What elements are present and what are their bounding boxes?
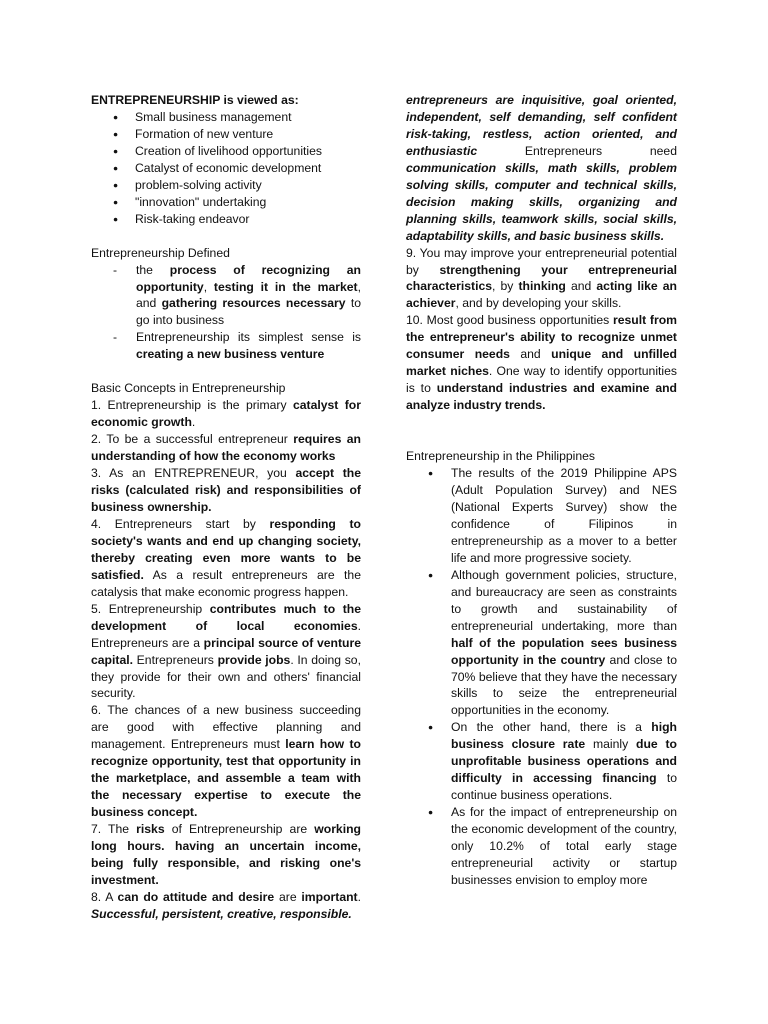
list-item: [91, 329, 361, 363]
text-run: , by: [492, 279, 519, 294]
text-run: are: [274, 889, 302, 904]
list-item: [406, 465, 677, 567]
concept-continuation: [406, 92, 677, 245]
text-run: 1. Entrepreneurship is the primary: [91, 398, 293, 413]
text-run: .: [191, 415, 196, 430]
text-run: high business closure rate: [451, 720, 677, 752]
text-run: 7. The: [91, 822, 137, 837]
viewed-as-heading: ENTREPRENEURSHIP is viewed as:: [91, 93, 299, 107]
text-run: 2. To be a successful entrepreneur: [91, 432, 294, 447]
text-run: 3. As an ENTREPRENEUR, you: [91, 466, 296, 481]
text-run: 4. Entrepreneurs start by: [91, 516, 270, 531]
text-run: due to unprofitable business operations and difficulty in accessing financing: [451, 737, 677, 786]
text-run: the: [136, 262, 170, 277]
text-run: provide jobs: [217, 652, 291, 667]
concepts-heading: Basic Concepts in Entrepreneurship: [91, 381, 286, 396]
text-run: mainly: [585, 737, 637, 752]
philippines-heading: Entrepreneurship in the Philippines: [406, 449, 596, 464]
list-item: ● problem-solving activity: [91, 177, 361, 194]
text-run: , and: [136, 279, 361, 311]
text-run: Although government policies, structure, and bureaucracy are seen as constraints to growth and sustainability of entrepreneurial undertaking, more than: [451, 567, 677, 633]
text-run: half of the population sees business opportunity in the country: [451, 635, 677, 667]
text-run: responding to society's wants and end up changing society, thereby creating even more wants to be satisfied.: [91, 516, 362, 582]
text-run: 5. Entrepreneurship: [91, 601, 210, 616]
text-run: Entrepreneurs need: [477, 143, 677, 158]
text-run: working long hours. having an uncertain income, being fully responsible, and risking one's investment.: [91, 822, 361, 887]
list-item: [406, 719, 677, 804]
text-run: communication skills, math skills, problem solving skills, computer and technical skills, decision making skills, organizing and planning skills, teamwork skills, social skills, adaptability skills, and basic business skills.: [406, 160, 677, 243]
text-run: important: [301, 889, 358, 904]
defined-heading: Entrepreneurship Defined: [91, 245, 230, 260]
text-run: and: [509, 347, 552, 362]
text-run: entrepreneurs are inquisitive, goal oriented, independent, self demanding, self confident risk-taking, restless, action oriented, and enthusiastic: [406, 93, 677, 158]
concept-item: [91, 397, 361, 431]
text-run: and: [565, 279, 597, 294]
viewed-as-list: [91, 109, 361, 228]
list-item: ● Catalyst of economic development: [91, 160, 361, 177]
list-item: ● Creation of livelihood opportunities: [91, 143, 361, 160]
text-run: learn how to recognize opportunity, test that opportunity in the marketplace, and assemble a team with the necessary expertise to execute the business concept.: [91, 737, 361, 820]
list-item: [406, 567, 677, 720]
concept-item: [91, 702, 361, 821]
philippines-list: [406, 465, 677, 889]
text-run: can do attitude and desire: [117, 889, 275, 904]
text-run: ,: [203, 279, 214, 294]
text-run: 10. Most good business opportunities: [406, 313, 613, 328]
concept-item: [406, 312, 677, 414]
concept-item: [406, 245, 677, 313]
list-item: ● Risk-taking endeavor: [91, 211, 361, 228]
text-run: contributes much to the development of local economies: [91, 601, 361, 633]
text-run: Entrepreneurs: [133, 652, 218, 667]
text-run: unique and unfilled market niches: [406, 347, 677, 379]
list-item: [91, 262, 361, 330]
list-item: ● Formation of new venture: [91, 126, 361, 143]
text-run: creating a new business venture: [136, 347, 325, 362]
text-run: The results of the 2019 Philippine APS (Adult Population Survey) and NES (National Experts Survey) show the confidence of Filipinos in entrepreneurship as a mover to a better life and more progressive society.: [451, 466, 677, 565]
text-run: result from the entrepreneur's ability to recognize unmet consumer needs: [406, 313, 677, 362]
list-item: [406, 804, 677, 889]
text-run: of Entrepreneurship are: [164, 822, 315, 837]
concept-item: [91, 601, 361, 703]
text-run: . In doing so, they provide for their own and others' financial security.: [91, 652, 361, 701]
text-run: 6. The chances of a new business succeeding are good with effective planning and management. Entrepreneurs must: [91, 703, 361, 752]
text-run: , and by developing your skills.: [455, 296, 622, 311]
text-run: As for the impact of entrepreneurship on the economic development of the country, only 10.2% of total early stage entrepreneurial activity or startup businesses envision to employ more: [451, 805, 677, 887]
left-column: [91, 92, 361, 923]
text-run: to continue business operations.: [451, 771, 677, 803]
right-column: [406, 92, 677, 889]
text-run: thinking: [518, 279, 566, 294]
text-run: requires an understanding of how the economy works: [91, 432, 361, 464]
concept-item: [91, 889, 361, 923]
text-run: 8. A: [91, 889, 118, 904]
text-run: and close to 70% believe that they have the necessary skills to seize the entrepreneurial opportunities in the economy.: [451, 652, 678, 718]
text-run: 9. You may improve your entrepreneurial potential by: [406, 245, 677, 277]
text-run: process of recognizing an opportunity: [136, 262, 361, 294]
text-run: accept the risks (calculated risk) and responsibilities of business ownership.: [91, 466, 361, 514]
text-run: catalyst for economic growth: [91, 398, 361, 430]
list-item: ● Small business management: [91, 109, 361, 126]
text-run: Successful, persistent, creative, responsible.: [91, 906, 352, 921]
text-run: acting like an achiever: [406, 279, 678, 311]
list-item: ● "innovation" undertaking: [91, 194, 361, 211]
text-run: understand industries and examine and analyze industry trends.: [406, 381, 677, 413]
concept-item: [91, 516, 361, 601]
text-run: testing it in the market: [213, 279, 358, 294]
text-run: risks: [136, 822, 165, 837]
text-run: principal source of venture capital.: [91, 635, 361, 667]
defined-list: [91, 262, 361, 364]
text-run: gathering resources necessary: [161, 296, 346, 311]
text-run: On the other hand, there is a: [451, 720, 652, 735]
text-run: .: [357, 889, 361, 904]
text-run: . Entrepreneurs are a: [91, 618, 361, 650]
text-run: to go into business: [136, 296, 361, 328]
text-run: . One way to identify opportunities is to: [406, 364, 677, 396]
text-run: strengthening your entrepreneurial characteristics: [406, 262, 677, 294]
concept-item: [91, 431, 361, 465]
concept-item: [91, 821, 361, 889]
text-run: Entrepreneurship its simplest sense is: [136, 330, 361, 345]
concept-item: [91, 465, 361, 516]
text-run: As a result entrepreneurs are the catalysis that make economic progress happen.: [91, 567, 361, 599]
